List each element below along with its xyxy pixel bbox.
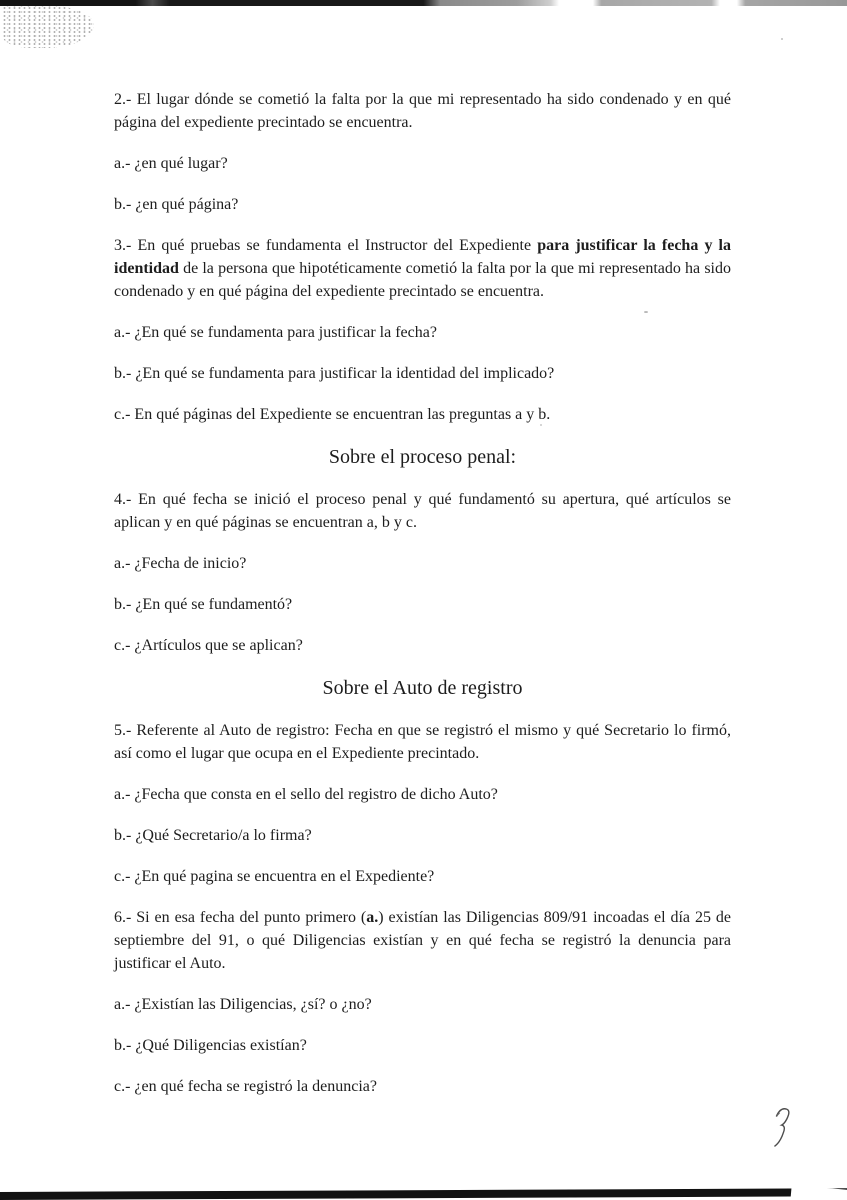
question-5-sub-b: b.- ¿Qué Secretario/a lo firma?	[114, 827, 312, 844]
question-2	[114, 88, 731, 134]
question-6-text-2: ) existían las Diligencias 809/91 incoadas el día 25 de septiembre del 91, o qué Diligencias existían y en qué fecha se registró la denuncia para justificar el Auto.	[114, 909, 731, 972]
question-4-text: 4.- En qué fecha se inició el proceso penal y qué fundamentó su apertura, qué artículos se aplican y en qué páginas se encuentran a, b y c.	[114, 491, 731, 531]
section-heading-proceso-penal: Sobre el proceso penal:	[328, 446, 517, 468]
handwritten-page-number	[770, 1105, 799, 1157]
question-3	[114, 234, 731, 303]
question-5	[114, 719, 731, 765]
handwritten-3-glyph	[770, 1105, 799, 1157]
scan-edge-bottom-corner	[791, 1185, 847, 1200]
scan-edge-top-artifact	[0, 0, 847, 6]
question-2-text: 2.- El lugar dónde se cometió la falta por la que mi representado ha sido condenado y en qué página del expediente precintado se encuentra.	[114, 91, 731, 131]
scan-edge-bottom-artifact	[0, 1188, 847, 1200]
question-6	[114, 906, 731, 975]
question-6-sub-a: a.- ¿Existían las Diligencias, ¿sí? o ¿no?	[114, 996, 372, 1013]
question-3-text-1: 3.- En qué pruebas se fundamenta el Instructor del Expediente	[114, 237, 538, 254]
question-3-text-2: de la persona que hipotéticamente cometió la falta por la que mi representado ha sido condenado y en qué página del expediente precintado se encuentra.	[114, 260, 731, 300]
question-2-sub-a: a.- ¿en qué lugar?	[114, 155, 228, 172]
question-5-sub-c: c.- ¿En qué pagina se encuentra en el Expediente?	[114, 868, 435, 885]
document-body	[114, 88, 731, 1116]
question-6-sub-b: b.- ¿Qué Diligencias existían?	[114, 1037, 307, 1054]
question-5-sub-a: a.- ¿Fecha que consta en el sello del registro de dicho Auto?	[114, 786, 498, 803]
question-3-sub-b: b.- ¿En qué se fundamenta para justificar la identidad del implicado?	[114, 365, 555, 382]
question-4-sub-b: b.- ¿En qué se fundamentó?	[114, 596, 293, 613]
question-3-sub-c: c.- En qué páginas del Expediente se encuentran las preguntas a y b.	[114, 406, 551, 423]
section-heading-auto-registro: Sobre el Auto de registro	[322, 677, 523, 699]
question-4	[114, 488, 731, 534]
question-5-text: 5.- Referente al Auto de registro: Fecha en que se registró el mismo y qué Secretario lo firmó, así como el lugar que ocupa en el Expediente precintado.	[114, 722, 731, 762]
question-4-sub-c: c.- ¿Artículos que se aplican?	[114, 637, 303, 654]
question-6-bold-text: a.	[366, 909, 379, 926]
scan-speck	[781, 38, 783, 40]
question-6-text-1: 6.- Si en esa fecha del punto primero (	[114, 909, 367, 926]
question-4-sub-a: a.- ¿Fecha de inicio?	[114, 555, 247, 572]
question-6-sub-c: c.- ¿en qué fecha se registró la denuncia?	[114, 1078, 377, 1095]
scan-noise-topleft	[2, 6, 94, 48]
question-3-bold-text: para justificar la fecha y la identidad	[114, 237, 732, 277]
question-3-sub-a: a.- ¿En qué se fundamenta para justificar la fecha?	[114, 324, 437, 341]
question-2-sub-b: b.- ¿en qué página?	[114, 196, 239, 213]
